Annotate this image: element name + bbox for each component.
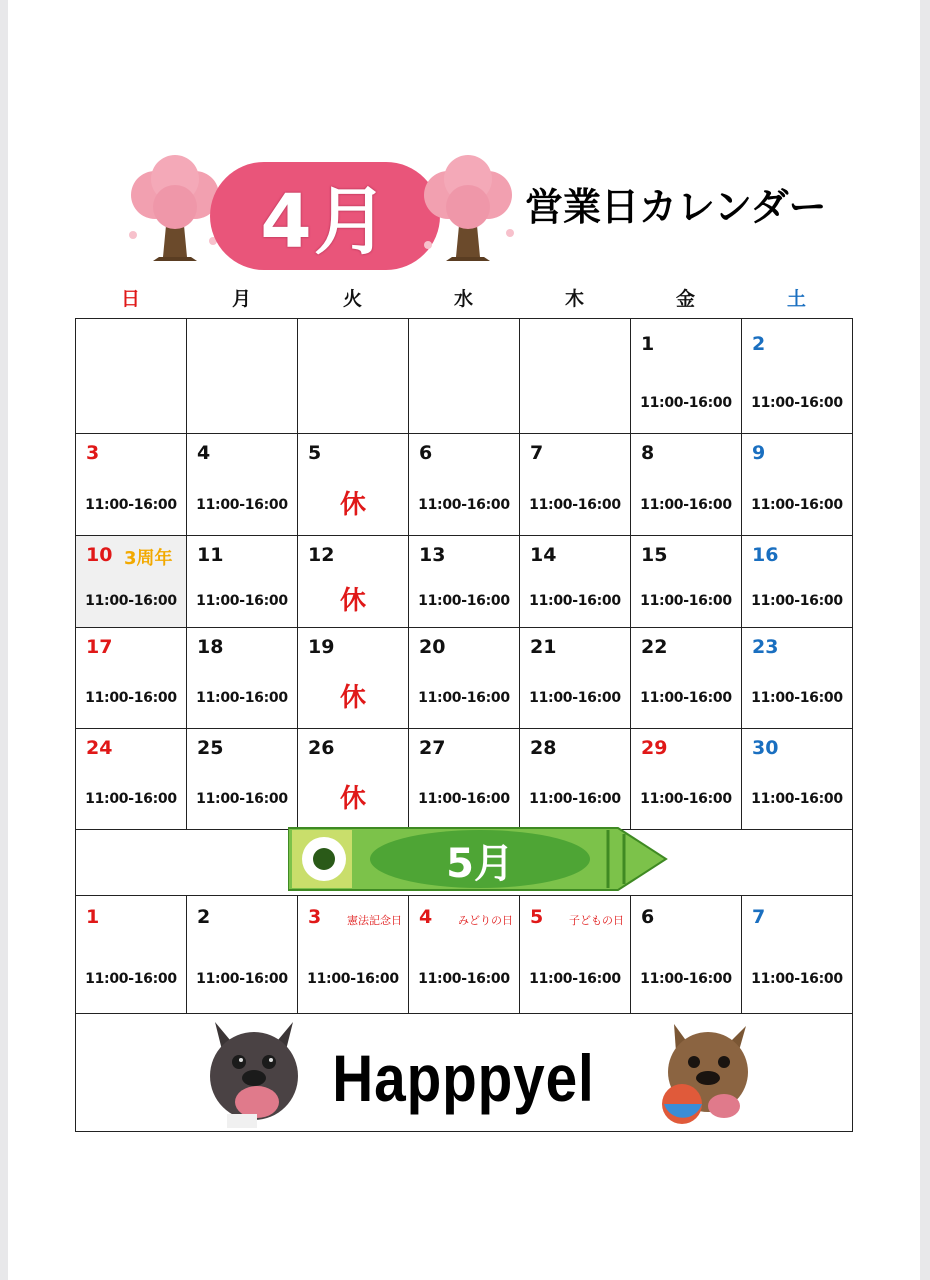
day-number: 3 bbox=[86, 442, 100, 464]
day-number: 30 bbox=[752, 737, 779, 759]
weekday-label: 火 bbox=[342, 288, 362, 310]
calendar-day-cell bbox=[76, 434, 187, 536]
day-number: 29 bbox=[641, 737, 668, 759]
day-number: 8 bbox=[641, 442, 655, 464]
page-title: 営業日カレンダー bbox=[525, 185, 827, 229]
day-number: 10 bbox=[86, 544, 113, 566]
day-number: 15 bbox=[641, 544, 668, 566]
weekday-label: 金 bbox=[675, 288, 695, 310]
calendar-day-cell bbox=[298, 896, 409, 1014]
closed-day-mark: 休 bbox=[339, 490, 366, 520]
day-number: 2 bbox=[752, 333, 766, 355]
calendar-day-cell bbox=[520, 536, 631, 628]
day-number: 9 bbox=[752, 442, 766, 464]
holiday-name: みどりの日 bbox=[458, 914, 513, 927]
calendar-day-cell bbox=[76, 628, 187, 729]
calendar-day-cell bbox=[742, 434, 853, 536]
weekday-label: 水 bbox=[453, 288, 473, 310]
closed-day-mark: 休 bbox=[339, 784, 366, 814]
day-number: 5 bbox=[308, 442, 322, 464]
business-hours: 11:00-16:00 bbox=[196, 497, 288, 513]
business-hours: 11:00-16:00 bbox=[418, 791, 510, 807]
april-month-label: 4月 bbox=[260, 179, 390, 265]
calendar-day-cell bbox=[742, 729, 853, 830]
empty-day-cell bbox=[187, 319, 298, 434]
calendar-day-cell bbox=[742, 536, 853, 628]
day-number: 6 bbox=[419, 442, 433, 464]
day-number: 16 bbox=[752, 544, 779, 566]
day-number: 23 bbox=[752, 636, 779, 658]
calendar-day-cell bbox=[742, 628, 853, 729]
business-hours: 11:00-16:00 bbox=[418, 497, 510, 513]
calendar-day-cell bbox=[187, 896, 298, 1014]
day-number: 26 bbox=[308, 737, 335, 759]
business-hours: 11:00-16:00 bbox=[196, 593, 288, 609]
weekday-label: 土 bbox=[786, 288, 806, 310]
business-hours: 11:00-16:00 bbox=[751, 971, 843, 987]
day-number: 12 bbox=[308, 544, 335, 566]
business-hours: 11:00-16:00 bbox=[196, 971, 288, 987]
calendar-day-cell bbox=[520, 729, 631, 830]
day-number: 11 bbox=[197, 544, 224, 566]
day-number: 5 bbox=[530, 906, 544, 928]
day-number: 25 bbox=[197, 737, 224, 759]
business-hours: 11:00-16:00 bbox=[640, 593, 732, 609]
business-hours: 11:00-16:00 bbox=[529, 791, 621, 807]
business-hours: 11:00-16:00 bbox=[640, 497, 732, 513]
calendar-day-cell bbox=[631, 729, 742, 830]
business-hours: 11:00-16:00 bbox=[751, 497, 843, 513]
calendar-day-cell bbox=[76, 896, 187, 1014]
day-number: 4 bbox=[197, 442, 211, 464]
cherry-tree-icon bbox=[418, 155, 518, 265]
business-hours: 11:00-16:00 bbox=[751, 791, 843, 807]
business-hours: 11:00-16:00 bbox=[529, 497, 621, 513]
business-hours: 11:00-16:00 bbox=[85, 971, 177, 987]
business-hours: 11:00-16:00 bbox=[529, 971, 621, 987]
day-number: 1 bbox=[641, 333, 655, 355]
day-number: 24 bbox=[86, 737, 113, 759]
business-hours: 11:00-16:00 bbox=[418, 971, 510, 987]
day-number: 21 bbox=[530, 636, 557, 658]
calendar-day-cell bbox=[520, 896, 631, 1014]
empty-day-cell bbox=[298, 319, 409, 434]
business-hours: 11:00-16:00 bbox=[640, 791, 732, 807]
day-number: 2 bbox=[197, 906, 211, 928]
calendar-day-cell bbox=[76, 729, 187, 830]
business-hours: 11:00-16:00 bbox=[640, 395, 732, 411]
calendar-day-cell bbox=[187, 729, 298, 830]
calendar-day-cell bbox=[631, 434, 742, 536]
calendar-grid bbox=[75, 318, 853, 1132]
day-number: 18 bbox=[197, 636, 224, 658]
day-number: 13 bbox=[419, 544, 446, 566]
day-number: 22 bbox=[641, 636, 668, 658]
day-number: 6 bbox=[641, 906, 655, 928]
business-hours: 11:00-16:00 bbox=[751, 395, 843, 411]
business-hours: 11:00-16:00 bbox=[751, 593, 843, 609]
empty-day-cell bbox=[520, 319, 631, 434]
business-hours: 11:00-16:00 bbox=[529, 690, 621, 706]
business-hours: 11:00-16:00 bbox=[418, 593, 510, 609]
calendar-day-cell bbox=[298, 729, 409, 830]
day-number: 27 bbox=[419, 737, 446, 759]
weekday-label: 木 bbox=[564, 288, 584, 310]
calendar-day-cell bbox=[187, 536, 298, 628]
day-number: 14 bbox=[530, 544, 557, 566]
business-hours: 11:00-16:00 bbox=[418, 690, 510, 706]
day-number: 1 bbox=[86, 906, 100, 928]
business-hours: 11:00-16:00 bbox=[85, 593, 177, 609]
business-hours: 11:00-16:00 bbox=[85, 690, 177, 706]
may-month-label: 5月 bbox=[446, 840, 514, 887]
day-number: 17 bbox=[86, 636, 113, 658]
calendar-day-cell bbox=[631, 628, 742, 729]
calendar-day-cell bbox=[409, 628, 520, 729]
holiday-name: 子どもの日 bbox=[569, 914, 624, 927]
calendar-day-cell bbox=[631, 536, 742, 628]
business-hours: 11:00-16:00 bbox=[751, 690, 843, 706]
calendar-day-cell bbox=[409, 896, 520, 1014]
calendar-day-cell bbox=[409, 729, 520, 830]
weekday-label: 日 bbox=[120, 288, 140, 310]
calendar-day-cell bbox=[742, 319, 853, 434]
weekday-label: 月 bbox=[231, 288, 251, 310]
closed-day-mark: 休 bbox=[339, 683, 366, 713]
day-number: 7 bbox=[752, 906, 766, 928]
calendar-day-cell bbox=[298, 434, 409, 536]
closed-day-mark: 休 bbox=[339, 586, 366, 616]
empty-day-cell bbox=[409, 319, 520, 434]
day-number: 7 bbox=[530, 442, 544, 464]
calendar-day-cell bbox=[631, 319, 742, 434]
calendar-day-cell bbox=[742, 896, 853, 1014]
business-hours: 11:00-16:00 bbox=[196, 690, 288, 706]
day-number: 4 bbox=[419, 906, 433, 928]
calendar-day-cell bbox=[187, 434, 298, 536]
brand-name: Happpyel bbox=[332, 1041, 595, 1115]
calendar-day-cell bbox=[298, 536, 409, 628]
day-number: 20 bbox=[419, 636, 446, 658]
business-hours: 11:00-16:00 bbox=[85, 497, 177, 513]
business-hours: 11:00-16:00 bbox=[640, 971, 732, 987]
day-number: 19 bbox=[308, 636, 335, 658]
calendar-day-cell bbox=[520, 628, 631, 729]
business-hours: 11:00-16:00 bbox=[85, 791, 177, 807]
empty-day-cell bbox=[76, 319, 187, 434]
calendar-day-cell bbox=[409, 536, 520, 628]
day-number: 28 bbox=[530, 737, 557, 759]
business-hours: 11:00-16:00 bbox=[640, 690, 732, 706]
calendar-day-cell bbox=[631, 896, 742, 1014]
anniversary-note: 3周年 bbox=[124, 548, 173, 569]
calendar-day-cell bbox=[520, 434, 631, 536]
calendar-day-cell bbox=[298, 628, 409, 729]
business-hours: 11:00-16:00 bbox=[307, 971, 399, 987]
calendar-day-cell bbox=[409, 434, 520, 536]
business-hours: 11:00-16:00 bbox=[196, 791, 288, 807]
calendar-day-cell bbox=[76, 536, 187, 628]
business-hours: 11:00-16:00 bbox=[529, 593, 621, 609]
calendar-day-cell bbox=[187, 628, 298, 729]
day-number: 3 bbox=[308, 906, 322, 928]
holiday-name: 憲法記念日 bbox=[347, 914, 402, 927]
